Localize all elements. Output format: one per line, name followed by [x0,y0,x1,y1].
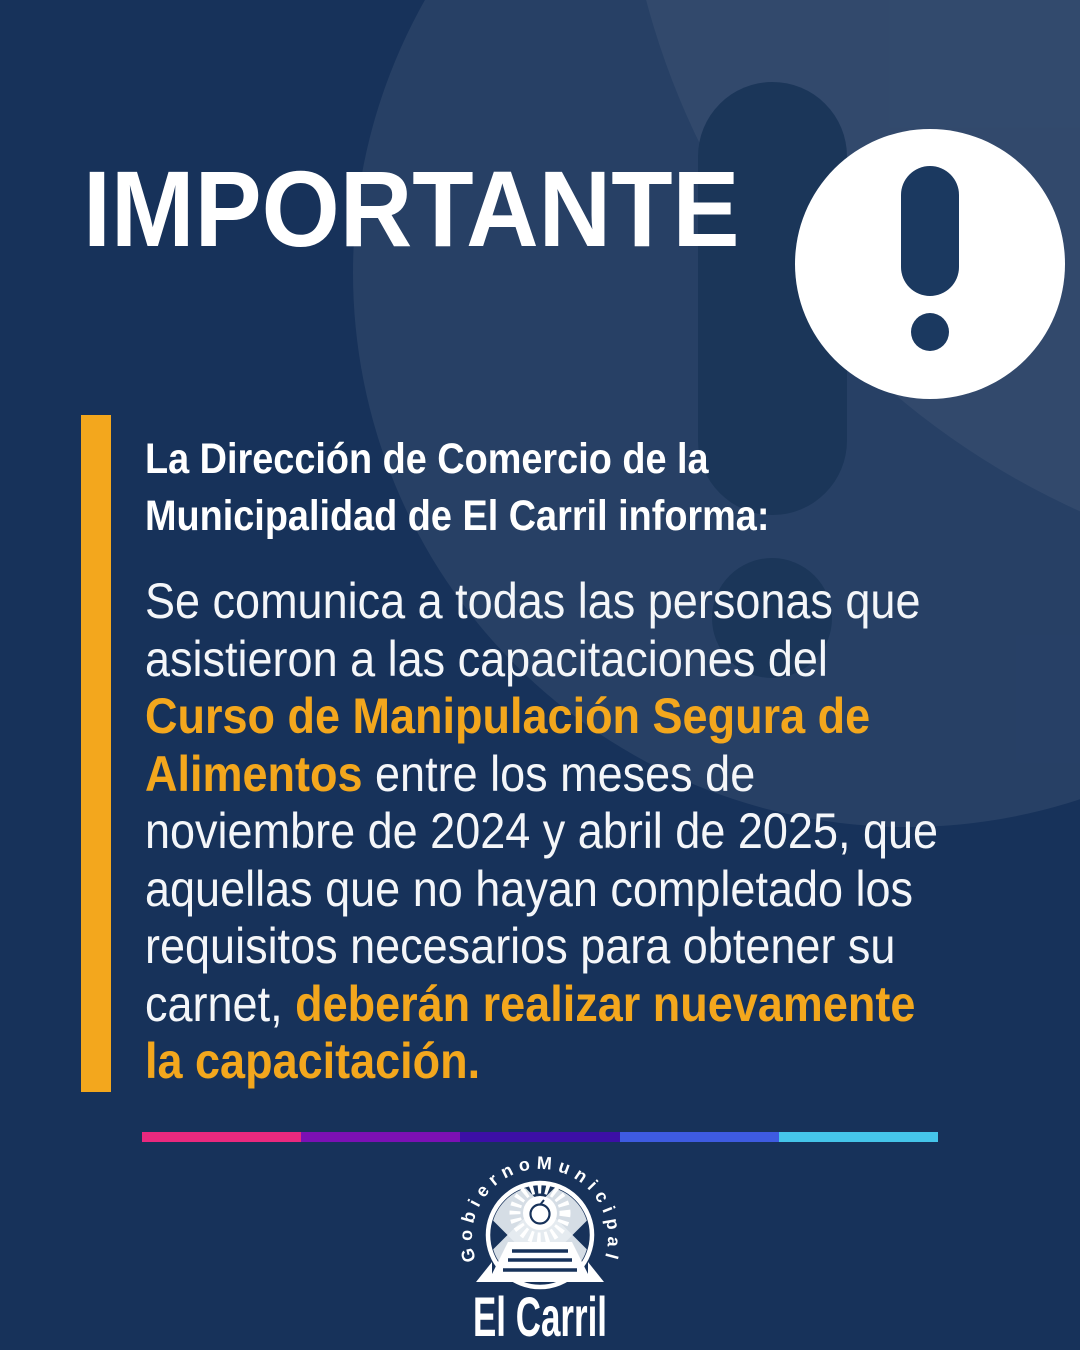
body-line [145,688,938,746]
accent-bar [81,415,111,1092]
divider-segment [142,1132,301,1142]
body-normal-text: requisitos necesarios para obtener su [145,918,896,974]
body-line [145,746,938,804]
body-accent-text: Alimentos [145,745,363,802]
heading-line: La Dirección de Comercio de la [145,435,709,483]
body-accent-text: deberán realizar nuevamente [295,975,916,1032]
body-normal-text: asistieron a las capacitaciones del [145,630,828,687]
body-line [145,861,938,919]
body-text [145,573,938,1091]
alert-exclamation-icon [795,129,1065,399]
municipal-logo [380,1148,700,1348]
body-normal-text: entre los meses de [362,745,756,802]
body-accent-text: Curso de Manipulación Segura de [145,688,871,744]
exclamation-bar [901,166,959,296]
body-normal-text: aquellas que no hayan completado los [145,860,914,917]
divider-segment [620,1132,779,1142]
divider-segment [301,1132,460,1142]
logo-arc-text: GobiernoMunicipal [455,1152,625,1265]
body-line [145,976,938,1034]
body-line [145,573,938,631]
body-normal-text: carnet, [145,975,296,1032]
exclamation-dot [911,313,949,351]
rail-wing-left [476,1262,492,1282]
divider-segment [460,1132,619,1142]
body-line [145,918,938,976]
gradient-divider [142,1132,938,1142]
body-line [145,631,938,689]
body-normal-text: Se comunica a todas las personas que [145,573,921,629]
rail-wing-right [588,1262,604,1282]
heading-text [145,431,769,545]
logo-name: El Carril [473,1285,607,1348]
body-normal-text: noviembre de 2024 y abril de 2025, que [145,803,939,859]
page-title: IMPORTANTE [83,148,740,269]
body-line [145,803,938,861]
body-line [145,1033,938,1091]
heading-line: Municipalidad de El Carril informa: [145,492,770,540]
body-accent-text: la capacitación. [145,1033,481,1089]
divider-segment [779,1132,938,1142]
sun-core [523,1196,557,1230]
